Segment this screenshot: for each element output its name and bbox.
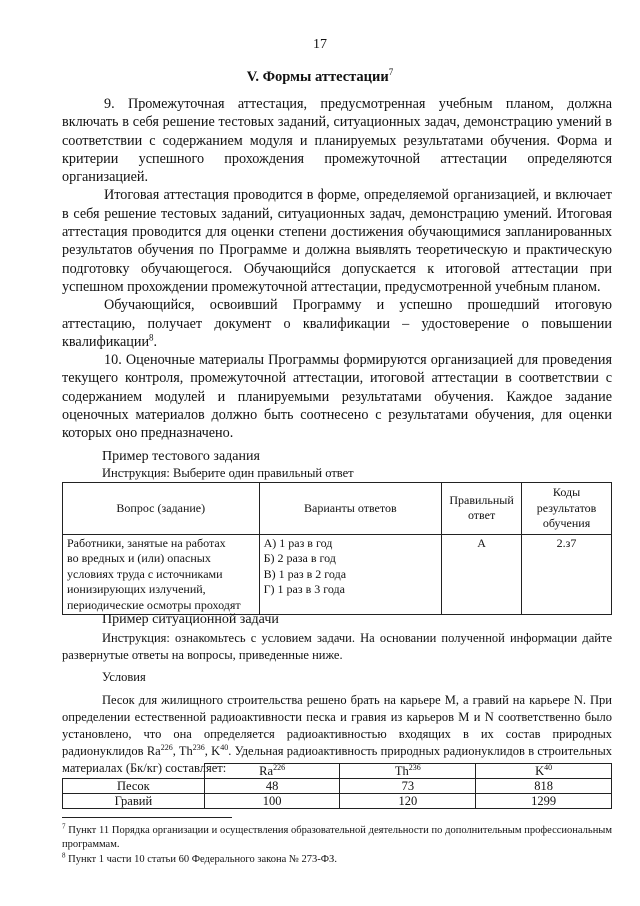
paragraph: 10. Оценочные материалы Программы формируются организацией для проведения текущего контроля, промежуточной аттестации, итоговой аттестации в соответствии с содержанием модулей и планируемыми результатами обучения. Каждое задание оценочных материалов должно быть соотнесено с результатами обучения, для оценки которых оно предназначено. <box>62 352 612 442</box>
paragraph: 9. Промежуточная аттестация, предусмотренная учебным планом, должна включать в себя решение тестовых заданий, ситуационных задач, демонстрацию умений в соответствии с содержанием модуля и планируемых результатами обучения. Форма и критерии успешного прохождения промежуточной аттестации определяются организацией. <box>62 96 612 186</box>
question-line: во вредных и (или) опасных <box>67 551 211 565</box>
value-cell: 73 <box>340 779 476 794</box>
radioactivity-table <box>62 763 612 809</box>
body-text <box>62 95 612 443</box>
question-line: условиях труда с источниками <box>67 566 223 581</box>
test-task-table <box>62 482 612 615</box>
header-question: Вопрос (задание) <box>63 483 260 535</box>
option-c: В) 1 раз в 2 года <box>263 566 347 581</box>
row-label: Гравий <box>63 794 205 809</box>
options-cell <box>259 534 442 615</box>
row-label: Песок <box>63 779 205 794</box>
column-header: Ra$^{226}$ <box>204 764 340 779</box>
code-cell: 2.з7 <box>522 534 612 615</box>
paragraph <box>62 296 612 351</box>
footnote-divider <box>62 817 232 818</box>
section-heading <box>0 67 640 86</box>
option-b: Б) 2 раза в год <box>263 551 336 565</box>
answer-cell: А <box>442 534 522 615</box>
question-line: ионизирующих излучений, <box>67 582 206 596</box>
footnote-ref: 7 <box>388 67 394 77</box>
header-options: Варианты ответов <box>259 483 442 535</box>
question-cell <box>63 534 260 615</box>
footnote: $^8$ Пункт 1 части 10 статьи 60 Федерального закона № 273-ФЗ. <box>62 851 337 865</box>
corner-cell <box>63 764 205 779</box>
situation-text <box>62 630 612 777</box>
situation-instruction: Инструкция: ознакомьтесь с условием задачи. На основании полученной информации дайте развернутые ответы на вопросы, приведенные ниже. <box>62 631 612 662</box>
value-cell: 1299 <box>476 794 612 809</box>
heading-text: V. Формы аттестации <box>246 68 389 85</box>
test-example-title: Пример тестового задания <box>102 449 260 464</box>
question-line: периодические осмотры проходят <box>67 597 241 612</box>
value-cell: 818 <box>476 779 612 794</box>
test-instruction: Инструкция: Выберите один правильный ответ <box>102 466 354 480</box>
column-header: Th$^{236}$ <box>340 764 476 779</box>
footnote-ref: 8 <box>149 332 154 343</box>
conditions-text: Песок для жилищного строительства решено брать на карьере M, а гравий на карьере N. При определении естественной радиоактивности песка и гравия из карьеров M и N соответственно было установлено, что она определяется радиоактивностью входящих в их состав природных радионуклидов Ra$^{226}$, Th$^{236}$, $K^{40}$. Удельная радиоактивность природных радионуклидов в строительных материалах (Бк/кг) составляет: <box>62 693 613 775</box>
conditions-label: Условия <box>102 670 146 684</box>
value-cell: 100 <box>204 794 340 809</box>
value-cell: 48 <box>204 779 340 794</box>
table-row <box>63 794 612 809</box>
question-line: Работники, занятые на работах <box>67 535 226 550</box>
situation-example-title: Пример ситуационной задачи <box>102 612 279 627</box>
column-header: $K^{40}$ <box>476 764 612 779</box>
option-a: А) 1 раз в год <box>263 535 333 550</box>
table-row <box>63 779 612 794</box>
header-answer: Правильный ответ <box>442 483 522 535</box>
paragraph: Итоговая аттестация проводится в форме, определяемой организацией, и включает в себя решение тестовых заданий, ситуационных задач, демонстрацию умений. Итоговая аттестация проводится для оценки степени достижения обучающимися запланированных результатов обучения по Программе и должна выявлять теоретическую и практическую подготовку обучающегося. Обучающийся допускается к итоговой аттестации при успешном прохождении промежуточной аттестации, предусмотренной учебным планом. <box>62 187 612 295</box>
header-codes: Коды результатов обучения <box>522 483 612 535</box>
page-number: 17 <box>313 37 327 52</box>
paragraph-end: . <box>153 333 158 350</box>
footnote: $^7$ Пункт 11 Порядка организации и осуществления образовательной деятельности по дополнительным профессиональным программам. <box>62 822 613 850</box>
paragraph-text: Обучающийся, освоивший Программу и успешно прошедший итоговую аттестацию, получает документ о квалификации – удостоверение о повышении квалификации <box>62 297 612 350</box>
value-cell: 120 <box>340 794 476 809</box>
option-d: Г) 1 раз в 3 года <box>263 582 345 596</box>
